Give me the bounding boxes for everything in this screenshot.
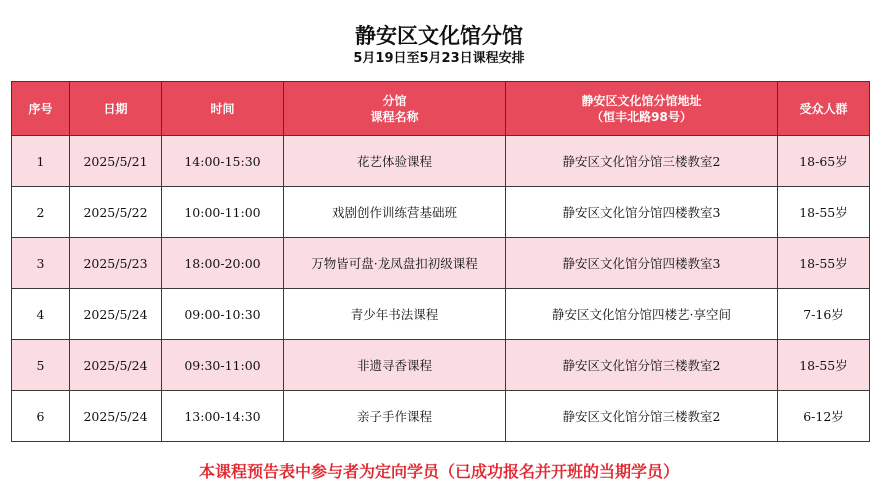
page-subtitle: 5月19日至5月23日课程安排 [353,51,525,66]
cell-time: 13:00-14:30 [162,391,284,442]
cell-date: 2025/5/24 [70,340,162,391]
header-audience: 受众人群 [778,82,870,136]
table-header [12,82,870,136]
cell-index: 6 [12,391,70,442]
cell-date: 2025/5/23 [70,238,162,289]
cell-address: 静安区文化馆分馆四楼教室3 [506,187,778,238]
cell-time: 09:30-11:00 [162,340,284,391]
header-course [284,82,506,136]
footer-note: 本课程预告表中参与者为定向学员（已成功报名并开班的当期学员） [198,462,679,481]
table-row [12,136,870,187]
cell-date: 2025/5/21 [70,136,162,187]
page-title: 静安区文化馆分馆 [355,24,523,48]
cell-address: 静安区文化馆分馆四楼教室3 [506,238,778,289]
cell-time: 09:00-10:30 [162,289,284,340]
cell-audience: 18-55岁 [778,238,870,289]
cell-course: 花艺体验课程 [284,136,506,187]
table-row [12,340,870,391]
header-time: 时间 [162,82,284,136]
header-course-line1: 分馆 [382,93,407,108]
cell-time: 18:00-20:00 [162,238,284,289]
table-row [12,391,870,442]
cell-address: 静安区文化馆分馆四楼艺·享空间 [506,289,778,340]
cell-date: 2025/5/22 [70,187,162,238]
cell-address: 静安区文化馆分馆三楼教室2 [506,391,778,442]
cell-index: 2 [12,187,70,238]
cell-course: 非遗寻香课程 [284,340,506,391]
cell-audience: 6-12岁 [778,391,870,442]
header-address-line1: 静安区文化馆分馆地址 [581,93,702,108]
table-row [12,238,870,289]
table-row [12,187,870,238]
cell-date: 2025/5/24 [70,391,162,442]
cell-audience: 18-55岁 [778,187,870,238]
header-row [12,82,870,136]
cell-course: 万物皆可盘·龙凤盘扣初级课程 [284,238,506,289]
cell-index: 3 [12,238,70,289]
header-address-line2: （恒丰北路98号） [591,109,692,124]
cell-index: 1 [12,136,70,187]
cell-course: 青少年书法课程 [284,289,506,340]
table-row [12,289,870,340]
cell-date: 2025/5/24 [70,289,162,340]
cell-course: 戏剧创作训练营基础班 [284,187,506,238]
cell-course: 亲子手作课程 [284,391,506,442]
cell-address: 静安区文化馆分馆三楼教室2 [506,136,778,187]
cell-time: 14:00-15:30 [162,136,284,187]
header-course-line2: 课程名称 [370,109,419,124]
table-body [12,136,870,442]
header-index: 序号 [12,82,70,136]
cell-address: 静安区文化馆分馆三楼教室2 [506,340,778,391]
cell-audience: 18-65岁 [778,136,870,187]
cell-time: 10:00-11:00 [162,187,284,238]
cell-audience: 7-16岁 [778,289,870,340]
cell-audience: 18-55岁 [778,340,870,391]
cell-index: 5 [12,340,70,391]
header-address [506,82,778,136]
header-date: 日期 [70,82,162,136]
schedule-table [11,81,870,442]
cell-index: 4 [12,289,70,340]
